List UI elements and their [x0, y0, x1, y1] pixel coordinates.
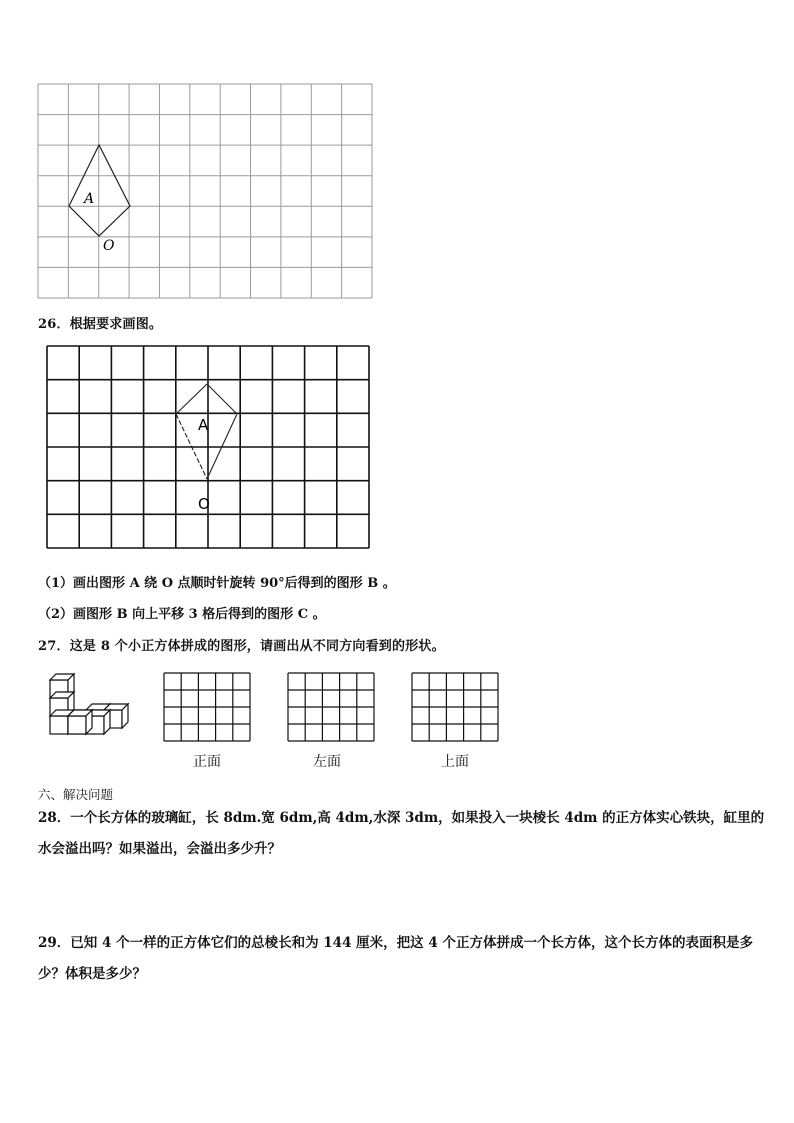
question-26-task-1: （1）画出图形 A 绕 O 点顺时针旋转 90°后得到的图形 B 。	[38, 576, 396, 591]
cube-face	[50, 716, 68, 734]
grid-figure-q26	[47, 346, 369, 548]
view-grid-left	[288, 673, 374, 741]
view-label-top: 上面	[441, 754, 469, 770]
question-26-title: 26．根据要求画图。	[38, 317, 163, 332]
kite-label-a-q26: A	[198, 416, 209, 434]
question-27-title: 27．这是 8 个小正方体拼成的图形，请画出从不同方向看到的形状。	[38, 639, 445, 654]
question-28-text: 28．一个长方体的玻璃缸，长 8dm.宽 6dm,高 4dm,水深 3dm，如果投入一块棱长 4dm 的正方体实心铁块，缸里的水会溢出吗？如果溢出，会溢出多少升？	[38, 810, 765, 857]
view-label-front: 正面	[193, 754, 221, 770]
grid-figure-top	[38, 84, 372, 298]
view-grid-top	[412, 673, 498, 741]
point-label-o-q26: O	[198, 495, 210, 513]
question-29-text: 29．已知 4 个一样的正方体它们的总棱长和为 144 厘米，把这 4 个正方体拼成一个长方体，这个长方体的表面积是多少？体积是多少？	[38, 935, 753, 982]
view-grid-front	[164, 673, 250, 741]
kite-shape-a	[69, 145, 130, 236]
cube-stack-figure	[44, 678, 126, 734]
view-label-left: 左面	[313, 754, 341, 770]
section-6-title: 六、解决问题	[38, 787, 114, 802]
kite-label-a: A	[84, 191, 95, 207]
question-26-task-2: （2）画图形 B 向上平移 3 格后得到的图形 C 。	[38, 607, 326, 622]
point-label-o: O	[103, 238, 115, 254]
cube-face	[68, 716, 86, 734]
